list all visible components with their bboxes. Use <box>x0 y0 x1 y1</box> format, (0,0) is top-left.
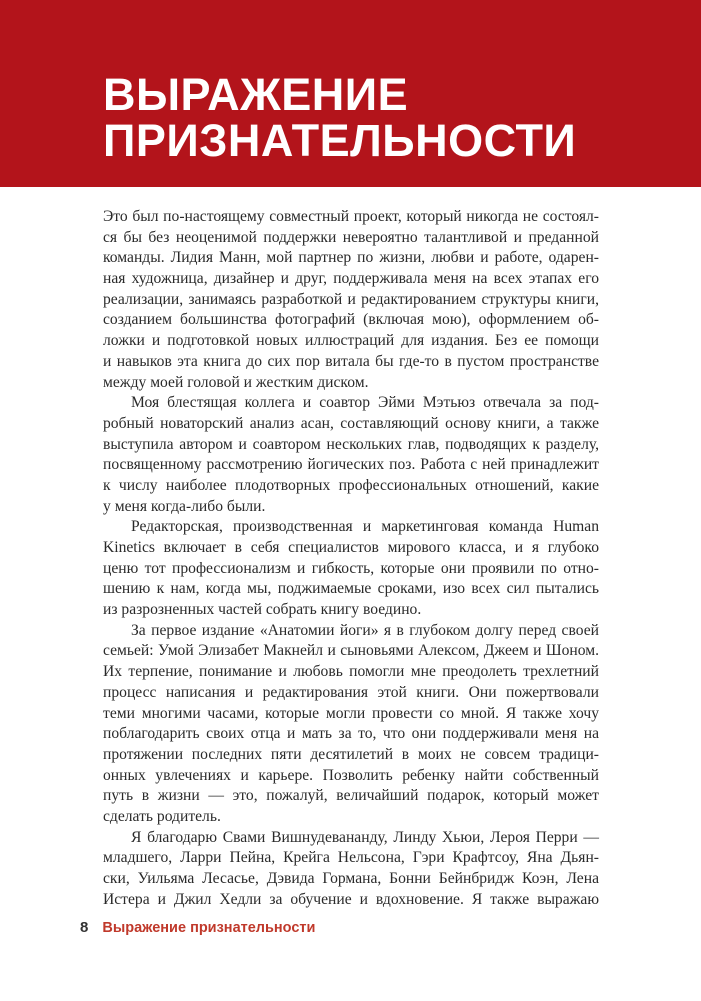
text-line: Я благодарю Свами Вишнудевананду, Линду Хьюи, Лероя Перри — <box>131 828 599 846</box>
text-line: теми многими часами, которые могли провести со мной. Я также хочу <box>103 704 599 722</box>
text-line: созданием большинства фотографий (включая мою), оформлением об- <box>103 311 599 329</box>
text-line: ложки и подготовкой новых иллюстраций для издания. Без ее помощи <box>103 332 599 350</box>
text-line: команды. Лидия Манн, мой партнер по жизни, любви и работе, одарен- <box>103 249 599 267</box>
text-line: выступила автором и соавтором нескольких глав, подводящих к разделу, <box>103 435 599 453</box>
paragraph <box>103 517 599 620</box>
page-footer <box>80 919 315 936</box>
text-line: между моей головой и жестким диском. <box>103 373 369 391</box>
text-line: Истера и Джил Хедли за обучение и вдохновение. Я также выражаю <box>103 890 599 908</box>
text-line: семьей: Умой Элизабет Макнейл и сыновьями Алексом, Джеем и Шоном. <box>103 642 599 660</box>
text-line: и навыков эта книга до сих пор витала бы где-то в пустом пространстве <box>103 352 599 370</box>
text-line: робный новаторский анализ асан, составляющий основу книги, а также <box>103 414 599 432</box>
text-line: Редакторская, производственная и маркетинговая команда Human <box>131 518 599 536</box>
paragraph <box>103 207 599 393</box>
text-line: к числу наиболее плодотворных профессиональных отношений, какие <box>103 476 599 494</box>
body-text <box>103 207 599 910</box>
text-line: онных увлечениях и карьере. Позволить ребенку найти собственный <box>103 766 599 784</box>
text-line: процесс написания и редактирования этой книги. Они пожертвовали <box>103 683 599 701</box>
text-line: ценю тот профессионализм и гибкость, которые они проявили по отно- <box>103 559 599 577</box>
text-line: ся бы без неоценимой поддержки невероятно талантливой и преданной <box>103 228 599 246</box>
text-line: протяжении последних пяти десятилетий в моих не совсем традици- <box>103 745 599 763</box>
chapter-title-line-1: ВЫРАЖЕНИЕ <box>103 69 409 120</box>
text-line: из разрозненных частей собрать книгу воедино. <box>103 601 422 619</box>
text-line: у меня когда-либо были. <box>103 497 266 515</box>
page-number: 8 <box>80 919 89 936</box>
text-line: Kinetics включает в себя специалистов мирового класса, и я глубоко <box>103 539 599 556</box>
text-line: ная художница, дизайнер и друг, поддерживала меня на всех этапах его <box>103 270 599 288</box>
paragraph <box>103 621 599 828</box>
chapter-header-band <box>0 0 701 187</box>
text-line: сделать родитель. <box>103 807 221 825</box>
text-line: ски, Уильяма Лесасье, Дэвида Гормана, Бонни Бейнбридж Коэн, Лена <box>103 870 599 887</box>
text-line: Их терпение, понимание и любовь помогли мне преодолеть трехлетний <box>103 663 599 681</box>
text-line: реализации, занимаясь разработкой и редактированием структуры книги, <box>103 290 599 308</box>
paragraph <box>103 393 599 517</box>
text-line: Моя блестящая коллега и соавтор Эйми Мэтьюз отвечала за под- <box>131 394 599 412</box>
text-line: шению к нам, когда мы, поджимаемые сроками, изо всех сил пытались <box>103 580 599 598</box>
text-line: посвященному рассмотрению йогических поз. Работа с ней принадлежит <box>103 456 599 474</box>
chapter-title <box>103 69 577 166</box>
paragraph <box>103 828 599 911</box>
text-line: младшего, Ларри Пейна, Крейга Нельсона, Гэри Крафтсоу, Яна Дьян- <box>103 849 599 867</box>
text-line: путь в жизни — это, пожалуй, величайший подарок, который может <box>103 787 599 805</box>
running-title: Выражение признательности <box>102 920 316 936</box>
text-line: поблагодарить своих отца и мать за то, что они поддерживали меня на <box>103 725 599 743</box>
text-line: За первое издание «Анатомии йоги» я в глубоком долгу перед своей <box>131 621 599 639</box>
text-line: Это был по-настоящему совместный проект, который никогда не состоял- <box>103 208 599 225</box>
chapter-title-line-2: ПРИЗНАТЕЛЬНОСТИ <box>103 115 577 166</box>
